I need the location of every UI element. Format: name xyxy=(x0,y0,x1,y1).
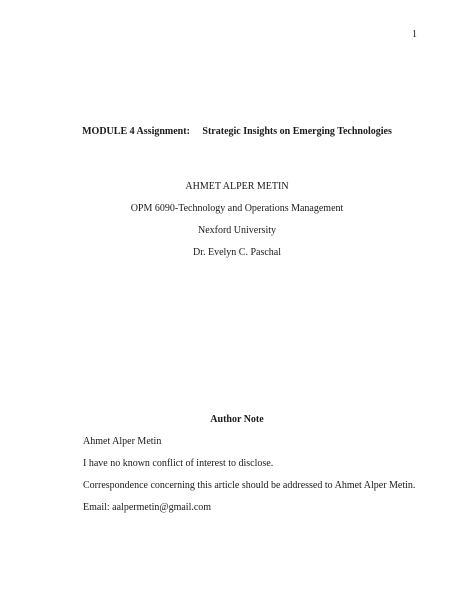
instructor-name: Dr. Evelyn C. Paschal xyxy=(192,247,282,258)
document-title xyxy=(0,125,474,138)
assignment-title: Strategic Insights on Emerging Technologies xyxy=(202,126,392,137)
author-name: AHMET ALPER METIN xyxy=(185,181,289,192)
conflict-statement: I have no known conflict of interest to disclose. xyxy=(83,458,274,469)
email-line xyxy=(83,501,423,523)
correspondence-statement: Correspondence concerning this article should be addressed to Ahmet Alper Metin. xyxy=(83,480,416,491)
email-label: Email: xyxy=(83,502,110,513)
author-note-name: Ahmet Alper Metin xyxy=(83,436,162,447)
institution-name: Nexford University xyxy=(197,225,277,236)
page-number: 1 xyxy=(412,29,417,40)
title-block xyxy=(0,180,474,268)
course-name: OPM 6090-Technology and Operations Management xyxy=(130,203,344,214)
author-note-body xyxy=(83,435,423,523)
module-label: MODULE 4 Assignment: xyxy=(82,126,190,137)
email-address: aalpermetin@gmail.com xyxy=(112,502,212,513)
author-note-heading: Author Note xyxy=(210,414,264,425)
